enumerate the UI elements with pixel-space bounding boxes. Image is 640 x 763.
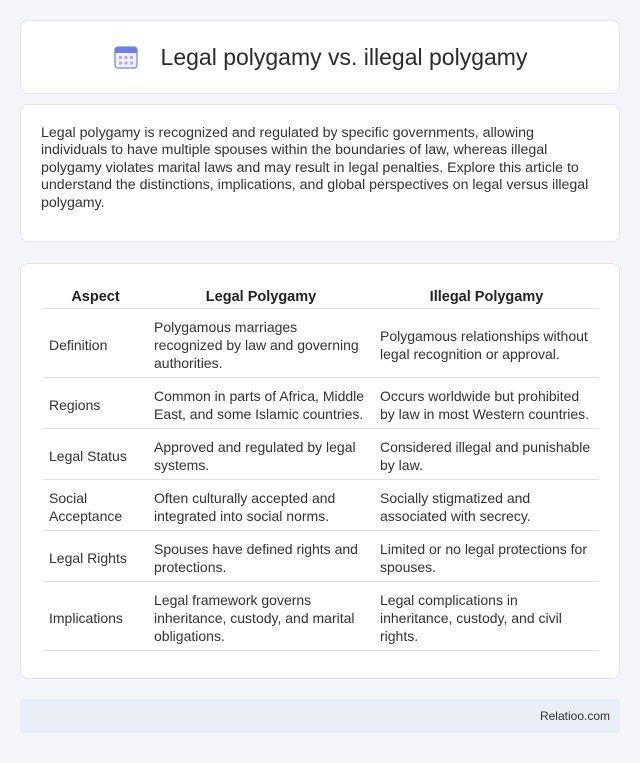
cell-legal: Legal framework governs inheritance, custody, and marital obligations. <box>148 582 374 651</box>
cell-legal: Approved and regulated by legal systems. <box>148 429 374 480</box>
cell-illegal: Socially stigmatized and associated with secrecy. <box>374 480 599 531</box>
intro-paragraph: Legal polygamy is recognized and regulated by specific governments, allowing individuals to have multiple spouses within the boundaries of law, whereas illegal polygamy violates marital laws and may result in legal penalties. Explore this article to understand the distinctions, implications, and global perspectives on legal versus illegal polygamy. <box>41 125 589 211</box>
table-header-row <box>43 286 599 309</box>
cell-illegal: Legal complications in inheritance, custody, and civil rights. <box>374 582 599 651</box>
cell-aspect: Regions <box>43 378 148 429</box>
title-card <box>20 20 620 94</box>
table-row <box>43 309 599 378</box>
cell-aspect: Social Acceptance <box>43 480 148 531</box>
page-title: Legal polygamy vs. illegal polygamy <box>160 43 528 70</box>
cell-aspect: Implications <box>43 582 148 651</box>
table-row <box>43 531 599 582</box>
cell-legal: Spouses have defined rights and protections. <box>148 531 374 582</box>
footer <box>20 699 620 733</box>
column-header-aspect: Aspect <box>43 286 148 309</box>
comparison-card <box>20 263 620 679</box>
calendar-icon <box>113 44 139 70</box>
comparison-table <box>43 286 599 651</box>
cell-illegal: Occurs worldwide but prohibited by law in most Western countries. <box>374 378 599 429</box>
cell-aspect: Legal Rights <box>43 531 148 582</box>
cell-illegal: Polygamous relationships without legal recognition or approval. <box>374 309 599 378</box>
column-header-illegal: Illegal Polygamy <box>374 286 599 309</box>
column-header-legal: Legal Polygamy <box>148 286 374 309</box>
cell-legal: Common in parts of Africa, Middle East, and some Islamic countries. <box>148 378 374 429</box>
table-row <box>43 378 599 429</box>
cell-illegal: Limited or no legal protections for spouses. <box>374 531 599 582</box>
cell-aspect: Definition <box>43 309 148 378</box>
table-row <box>43 480 599 531</box>
cell-illegal: Considered illegal and punishable by law. <box>374 429 599 480</box>
table-row <box>43 582 599 651</box>
table-row <box>43 429 599 480</box>
cell-legal: Polygamous marriages recognized by law and governing authorities. <box>148 309 374 378</box>
intro-card <box>20 104 620 242</box>
cell-aspect: Legal Status <box>43 429 148 480</box>
footer-brand[interactable]: Relatioo.com <box>539 709 610 723</box>
cell-legal: Often culturally accepted and integrated into social norms. <box>148 480 374 531</box>
